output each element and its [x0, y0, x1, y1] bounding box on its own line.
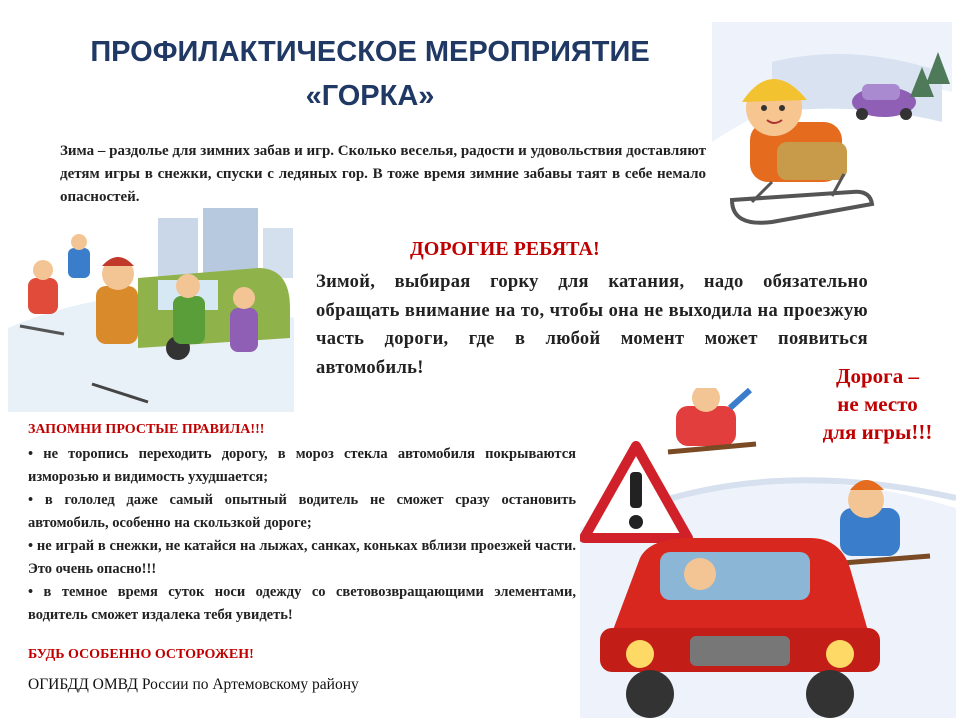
dear-children-text: Зимой, выбирая горку для катания, надо обязательно обращать внимание на то, чтобы она не выходила на проезжую часть дороги, где в любой момент может появиться автомобиль!: [316, 272, 868, 378]
rule-item: • в темное время суток носи одежду со световозвращающими элементами, водитель сможет издалека тебя увидеть!: [28, 584, 576, 623]
rule-item: • не торопись переходить дорогу, в мороз стекла автомобиля покрываются изморозью и видимость ухудшается;: [28, 446, 576, 485]
page-title-line-2: «ГОРКА»: [305, 80, 435, 112]
sled-child-illustration: [712, 22, 952, 260]
page-title: [40, 30, 700, 118]
road-slogan-line-1: Дорога –: [836, 364, 919, 388]
dear-children-heading: ДОРОГИЕ РЕБЯТА!: [410, 238, 600, 260]
intro-paragraph: Зима – раздолье для зимних забав и игр. Сколько веселья, радости и удовольствия доставляют детям игры в снежки, спуски с ледяных гор. В тоже время зимние забавы таят в себе немало опасностей.: [60, 143, 706, 205]
be-careful-note: БУДЬ ОСОБЕННО ОСТОРОЖЕН!: [28, 647, 254, 662]
road-slogan-line-3: для игры!!!: [822, 420, 933, 444]
rule-item: • не играй в снежки, не катайся на лыжах, санках, коньках вблизи проезжей части. Это очень опасно!!!: [28, 538, 576, 577]
page-title-line-1: ПРОФИЛАКТИЧЕСКОЕ МЕРОПРИЯТИЕ: [90, 36, 650, 68]
road-danger-illustration: [580, 388, 956, 718]
rules-list: [28, 443, 576, 627]
children-playing-illustration: [8, 208, 294, 412]
rule-item: • в гололед даже самый опытный водитель не сможет сразу остановить автомобиль, особенно на скользкой дороге;: [28, 492, 576, 531]
footer-organization: ОГИБДД ОМВД России по Артемовскому району: [28, 676, 359, 693]
road-slogan-line-2: не место: [837, 392, 918, 416]
rules-heading: ЗАПОМНИ ПРОСТЫЕ ПРАВИЛА!!!: [28, 422, 265, 437]
